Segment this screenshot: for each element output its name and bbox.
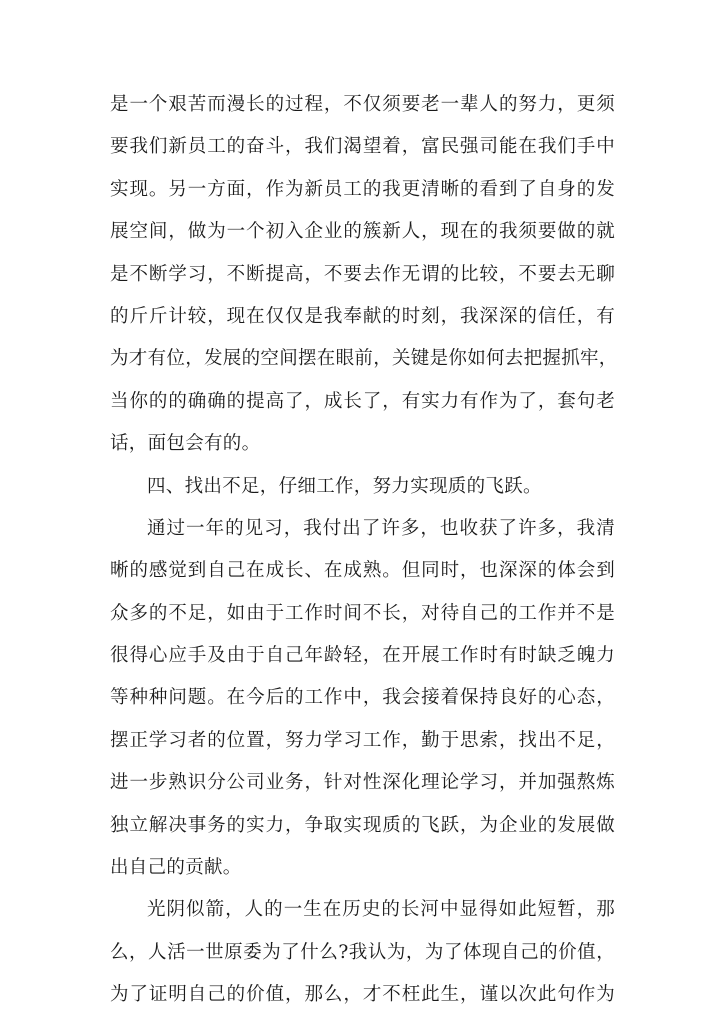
text-line: 独立解决事务的实力，争取实现质的飞跃，为企业的发展做 bbox=[110, 814, 615, 836]
text-line: 通过一年的见习，我付出了许多，也收获了许多，我清 bbox=[147, 517, 615, 539]
section-heading: 四、找出不足，仔细工作，努力实现质的飞跃。 bbox=[147, 475, 542, 497]
text-line: 为了证明自己的价值，那么，才不枉此生，谨以次此句作为 bbox=[110, 984, 615, 1006]
text-line: 为才有位，发展的空间摆在眼前，关键是你如何去把握抓牢， bbox=[110, 348, 618, 370]
text-line: 的斤斤计较，现在仅仅是我奉献的时刻，我深深的信任，有 bbox=[110, 305, 615, 327]
text-line: 众多的不足，如由于工作时间不长，对待自己的工作并不是 bbox=[110, 602, 615, 624]
text-line: 当你的的确确的提高了，成长了，有实力有作为了，套句老 bbox=[110, 390, 615, 412]
text-line: 么，人活一世原委为了什么?我认为，为了体现自己的价值， bbox=[110, 941, 615, 963]
document-page bbox=[110, 84, 618, 1017]
text-line: 摆正学习者的位置，努力学习工作，勤于思索，找出不足， bbox=[110, 729, 615, 751]
text-line: 话，面包会有的。 bbox=[110, 433, 261, 455]
text-line: 要我们新员工的奋斗，我们渴望着，富民强司能在我们手中 bbox=[110, 136, 615, 158]
text-line: 进一步熟识分公司业务，针对性深化理论学习，并加强熬炼 bbox=[110, 772, 615, 794]
text-line: 晰的感觉到自己在成长、在成熟。但同时，也深深的体会到 bbox=[110, 560, 615, 582]
text-line: 是一个艰苦而漫长的过程，不仅须要老一辈人的努力，更须 bbox=[110, 94, 615, 115]
text-line: 等种种问题。在今后的工作中，我会接着保持良好的心态， bbox=[110, 687, 615, 709]
text-line: 展空间，做为一个初入企业的簇新人，现在的我须要做的就 bbox=[110, 221, 615, 243]
text-line: 光阴似箭，人的一生在历史的长河中显得如此短暂，那 bbox=[147, 899, 615, 921]
text-line: 是不断学习，不断提高，不要去作无谓的比较，不要去无聊 bbox=[110, 263, 615, 285]
text-line: 很得心应手及由于自己年龄轻，在开展工作时有时缺乏魄力 bbox=[110, 645, 615, 667]
text-line: 出自己的贡献。 bbox=[110, 857, 242, 879]
text-line: 实现。另一方面，作为新员工的我更清晰的看到了自身的发 bbox=[110, 178, 615, 200]
